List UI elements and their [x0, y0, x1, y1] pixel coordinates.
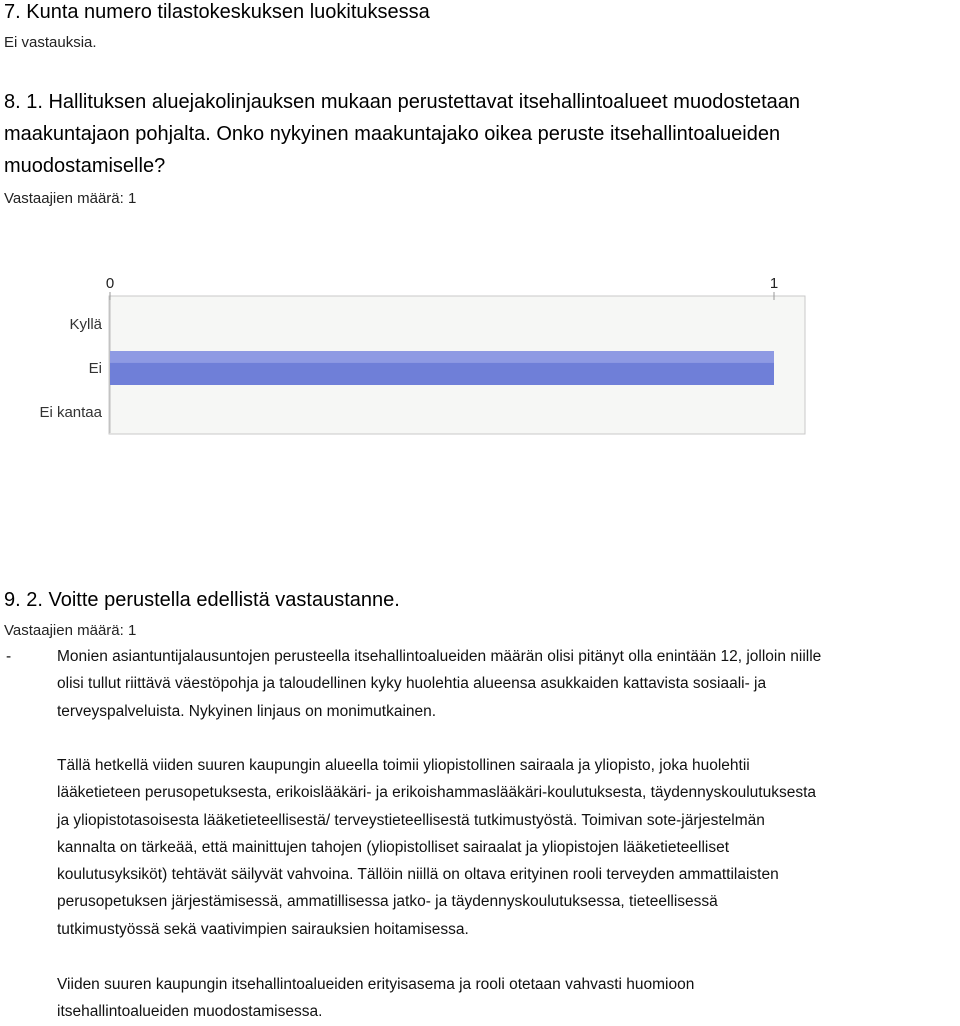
- question-8-respondents: Vastaajien määrä: 1: [4, 190, 137, 207]
- bar-highlight: [110, 351, 774, 363]
- answer-p2-line: tutkimustyössä sekä vaativimpien sairauksien hoitamisessa.: [57, 920, 469, 938]
- answer-p3-line: Viiden suuren kaupungin itsehallintoalueiden erityisasema ja rooli otetaan vahvasti huomioon: [57, 976, 695, 993]
- answer-p2-line: koulutusyksiköt) tehtävät säilyvät vahvoina. Tällöin niillä on oltava erityinen rooli terveyden ammattilaisten: [57, 866, 779, 884]
- answer-paragraph-1: [57, 643, 957, 725]
- question-7-title: 7. Kunta numero tilastokeskuksen luokituksessa: [4, 1, 430, 23]
- answer-paragraph-3: [57, 971, 957, 1026]
- answer-p2-line: lääketieteen perusopetuksesta, erikoislääkäri- ja erikoishammaslääkäri-koulutuksesta, täydennyskoulutuksesta: [57, 784, 817, 802]
- x-tick-label: 1: [769, 275, 779, 292]
- answer-p1-line: olisi tullut riittävä väestöpohja ja taloudellinen kyky huolehtia alueensa asukkaiden kattavista sosiaali- ja: [57, 675, 767, 693]
- question-9-respondents: Vastaajien määrä: 1: [4, 622, 137, 639]
- answer-p2-line: ja yliopistotasoisesta lääketieteellisestä/ terveystieteellisestä tutkimustyöstä. Toimivan sote-järjestelmän: [57, 811, 765, 829]
- question-8-title-line-3: muodostamiselle?: [4, 155, 166, 177]
- answer-p2-line: perusopetuksen järjestämisessä, ammatillisessa jatko- ja täydennyskoulutuksessa, tieteellisessä: [57, 893, 718, 911]
- answer-p2-line: Tällä hetkellä viiden suuren kaupungin alueella toimii yliopistollinen sairaala ja yliopisto, joka huolehtii: [57, 757, 750, 774]
- answer-p3-line: itsehallintoalueiden muodostamisessa.: [57, 1003, 323, 1021]
- no-answers-note: Ei vastauksia.: [4, 34, 97, 51]
- x-tick-label: 0: [105, 275, 115, 292]
- question-9-title: 9. 2. Voitte perustella edellistä vastaustanne.: [4, 589, 400, 611]
- answer-p1-line: terveyspalveluista. Nykyinen linjaus on monimutkainen.: [57, 702, 437, 720]
- category-label: Ei: [88, 360, 102, 377]
- answer-p2-line: kannalta on tärkeää, että mainittujen tahojen (yliopistolliset sairaalat ja yliopistojen lääketieteelliset: [57, 838, 730, 856]
- question-8-title-line-2: maakuntajaon pohjalta. Onko nykyinen maakuntajako oikea peruste itsehallintoalueiden: [4, 123, 781, 145]
- category-label: Ei kantaa: [39, 404, 102, 421]
- answer-bullet: -: [6, 648, 12, 665]
- answer-p1-line: Monien asiantuntijalausuntojen perusteella itsehallintoalueiden määrän olisi pitänyt olla enintään 12, jolloin niille: [57, 648, 822, 665]
- answer-bar-chart: [0, 262, 820, 442]
- answer-paragraph-2: [57, 752, 957, 943]
- question-8-title-line-1: 8. 1. Hallituksen aluejakolinjauksen mukaan perustettavat itsehallintoalueet muodostetaan: [4, 91, 801, 113]
- category-label: Kyllä: [69, 316, 102, 333]
